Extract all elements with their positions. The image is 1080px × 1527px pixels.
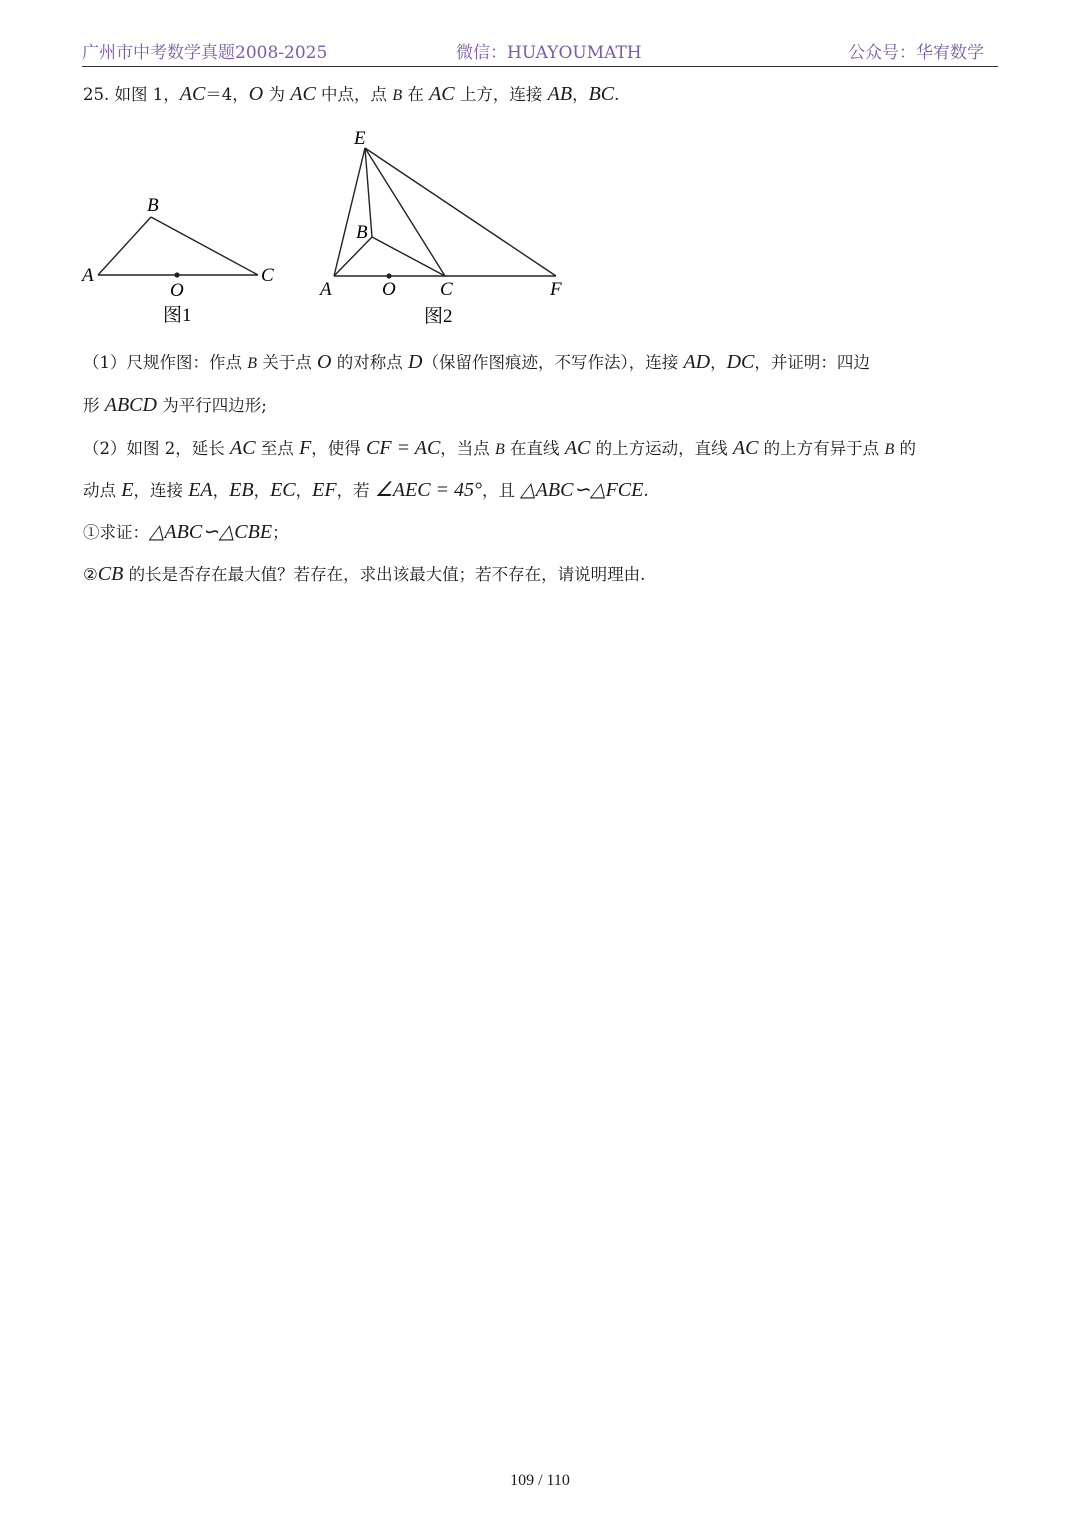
segment-ef	[365, 148, 556, 276]
part-2-line-2: 动点 E，连接 EA，EB，EC，EF，若 ∠AEC = 45°，且 △ABC∽△FCE.	[83, 479, 649, 501]
label-b: B	[147, 195, 159, 216]
label-o: O	[382, 279, 396, 300]
segment-ec	[365, 148, 445, 276]
header-wechat: 微信：HUAYOUMATH	[456, 43, 642, 63]
header-account: 公众号：华宥数学	[848, 43, 984, 63]
figure-2	[310, 124, 580, 334]
label-e: E	[354, 128, 366, 149]
figure-2-caption: 图2	[424, 306, 453, 327]
label-f: F	[550, 279, 562, 300]
label-a: A	[320, 279, 332, 300]
question-2: ②CB 的长是否存在最大值？若存在，求出该最大值；若不存在，请说明理由.	[83, 563, 646, 585]
part-1-line-1: （1）尺规作图：作点 B 关于点 O 的对称点 D（保留作图痕迹，不写作法），连接 AD，DC，并证明：四边	[83, 351, 870, 373]
label-a: A	[82, 265, 94, 286]
segment-ab	[98, 217, 151, 275]
segment-ea	[334, 148, 365, 276]
part-2-line-1: （2）如图 2，延长 AC 至点 F，使得 CF = AC，当点 B 在直线 AC 的上方运动，直线 AC 的上方有异于点 B 的	[83, 437, 916, 459]
label-b: B	[356, 222, 368, 243]
segment-bc	[372, 237, 445, 276]
header-title: 广州市中考数学真题2008-2025	[82, 43, 328, 63]
label-c: C	[261, 265, 274, 286]
label-c: C	[440, 279, 453, 300]
question-1: ①求证：△ABC∽△CBE；	[83, 521, 289, 543]
part-1-line-2: 形 ABCD 为平行四边形;	[83, 394, 267, 416]
point-o	[174, 272, 179, 277]
label-o: O	[170, 280, 184, 301]
segment-bc	[151, 217, 258, 275]
problem-statement: 25. 如图 1，AC＝4，O 为 AC 中点，点 B 在 AC 上方，连接 AB，BC.	[83, 83, 620, 105]
page-number: 109 / 110	[510, 1472, 570, 1489]
point-o	[386, 273, 391, 278]
figure-1-caption: 图1	[163, 305, 192, 326]
page-header	[82, 38, 998, 67]
figure-1	[78, 188, 288, 328]
